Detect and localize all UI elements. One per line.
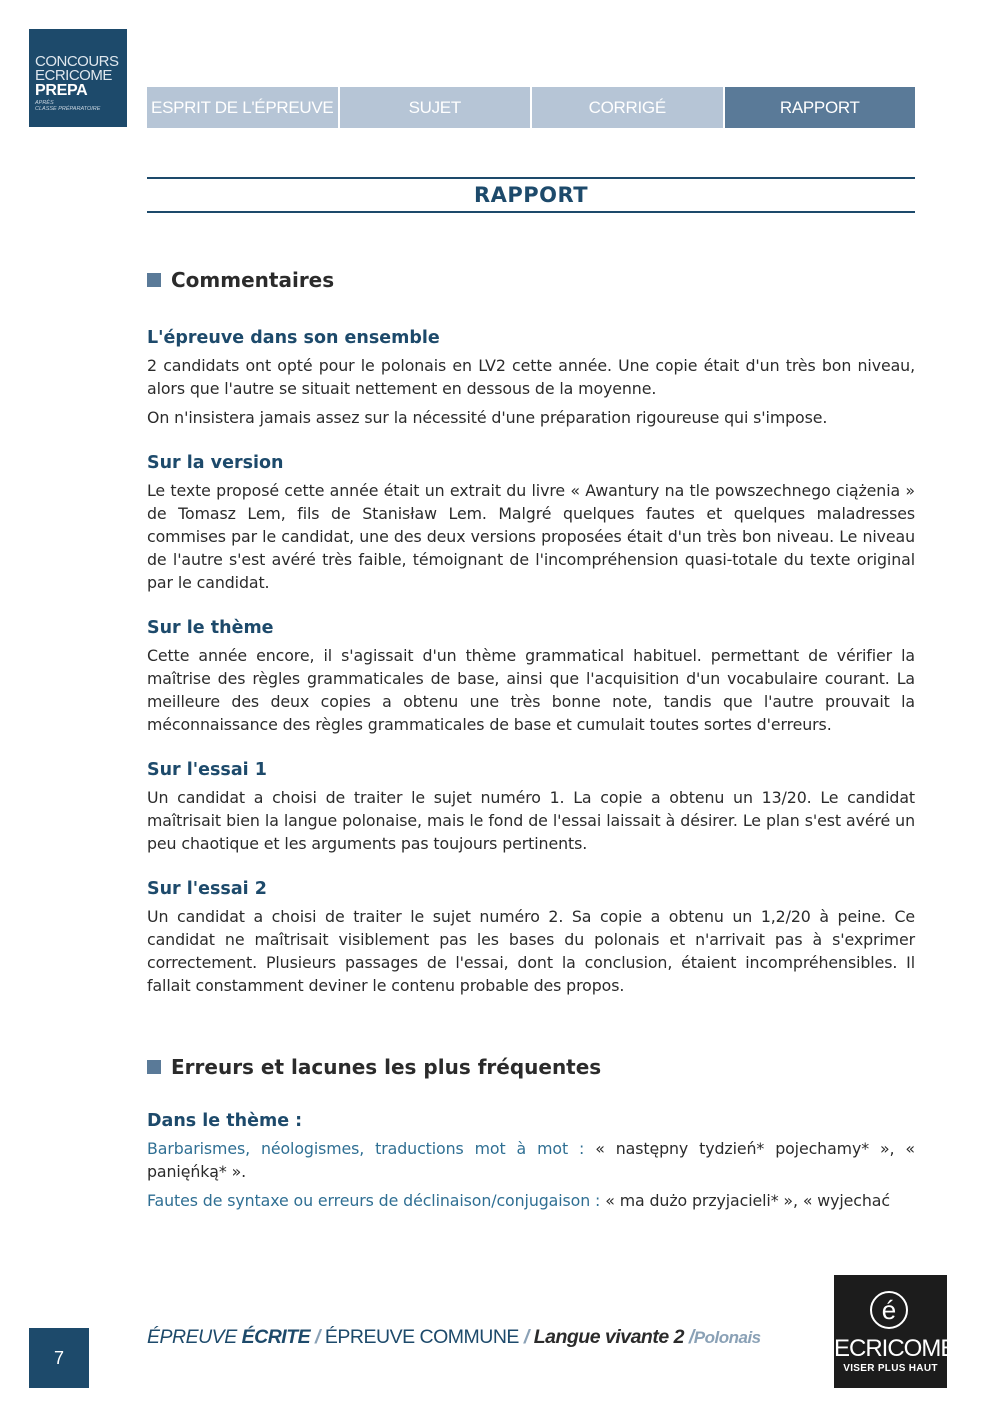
report-content (147, 268, 915, 1218)
page-title: RAPPORT (473, 183, 589, 207)
subheading-version: Sur la version (147, 453, 284, 473)
paragraph-essai-2: Un candidat a choisi de traiter le sujet numéro 2. Sa copie a obtenu un 1,2/20 à peine. Ce candidat ne maîtrisait visiblement pas les bases du polonais et n'arrivait pas à s'exprimer correctement. Plusieurs passages de l'essai, dont la conclusion, étaient incompréhensibles. Il fallait constamment deviner le contenu probable des propos. (147, 907, 915, 995)
ecricome-logo-name: ECRICOME (834, 1335, 956, 1362)
paragraph-ensemble-2: On n'insistera jamais assez sur la nécessité d'une préparation rigoureuse qui s'impose. (147, 408, 828, 427)
footer-langue: Langue vivante 2 (533, 1326, 684, 1348)
tab-corrige[interactable]: CORRIGÉ (532, 87, 723, 128)
subheading-essai-1: Sur l'essai 1 (147, 760, 267, 780)
paragraph-version: Le texte proposé cette année était un extrait du livre « Awantury na tle powszechnego ciążenia » de Tomasz Lem, fils de Stanisław Lem. Malgré quelques fautes et quelques maladresses commises par le candidat, une des deux versions proposées était d'un très bon niveau. Le niveau de l'autre s'est avéré très faible, témoignant de l'incompréhension quasi-totale du texte original par le candidat. (147, 481, 915, 592)
footer-breadcrumb (147, 1326, 761, 1349)
footer-commune: COMMUNE (419, 1326, 519, 1348)
tab-sujet[interactable]: SUJET (340, 87, 531, 128)
concours-ecricome-logo (29, 29, 127, 127)
ecricome-e-icon: é (870, 1291, 908, 1329)
logo-line-ecricome: ECRICOME (35, 67, 112, 84)
error-category-label: Barbarismes, néologismes, traductions mot à mot : (147, 1139, 585, 1158)
error-category-label: Fautes de syntaxe ou erreurs de déclinaison/conjugaison : (147, 1191, 601, 1210)
paragraph-erreurs-1 (147, 1137, 915, 1183)
tab-esprit[interactable]: ESPRIT DE L'ÉPREUVE (147, 87, 338, 128)
logo-line-prepa: PREPA (35, 82, 88, 99)
subheading-dans-theme: Dans le thème : (147, 1111, 303, 1131)
section-heading-commentaires (147, 268, 915, 292)
ecricome-logo (834, 1275, 956, 1388)
subheading-essai-2: Sur l'essai 2 (147, 879, 267, 899)
paragraph-essai-1: Un candidat a choisi de traiter le sujet numéro 1. La copie a obtenu un 13/20. Le candidat maîtrisait bien la langue polonaise, mais le fond de l'essai laissait à désirer. Le plan s'est avéré un peu chaotique et les arguments pas toujours pertinents. (147, 788, 915, 853)
subheading-theme: Sur le thème (147, 618, 274, 638)
logo-line-concours: CONCOURS (35, 53, 119, 70)
paragraph-theme: Cette année encore, il s'agissait d'un thème grammatical habituel. permettant de vérifier la maîtrise des règles grammaticales de base, ainsi que l'acquisition d'un vocabulaire courant. La meilleure des deux copies a obtenu une très bonne note, tandis que l'autre prouvait la méconnaissance des règles grammaticales de base et cumulait toutes sortes d'erreurs. (147, 646, 915, 734)
footer-epreuve-2: ÉPREUVE (324, 1326, 420, 1348)
error-examples: « ma dużo przyjacieli* », « wyjechać (600, 1191, 890, 1210)
footer-ecrite: ÉCRITE (241, 1326, 311, 1348)
tab-rapport[interactable]: RAPPORT (725, 87, 916, 128)
logo-line-classe: CLASSE PRÉPARATOIRE (35, 106, 101, 112)
footer-polonais: Polonais (693, 1328, 761, 1347)
section-tabs (147, 87, 915, 128)
section-heading-text: Erreurs et lacunes les plus fréquentes (171, 1055, 602, 1079)
paragraph-erreurs-2 (147, 1189, 915, 1212)
paragraph-ensemble-1: 2 candidats ont opté pour le polonais en LV2 cette année. Une copie était d'un très bon niveau, alors que l'autre se situait nettement en dessous de la moyenne. (147, 356, 915, 398)
footer-separator: / (310, 1326, 325, 1348)
footer-separator: / (683, 1326, 694, 1348)
square-bullet-icon (147, 273, 161, 287)
page-number: 7 (29, 1328, 89, 1388)
ecricome-logo-tagline: VISER PLUS HAUT (843, 1363, 938, 1374)
section-heading-erreurs (147, 1055, 915, 1079)
footer-epreuve: ÉPREUVE (147, 1326, 242, 1348)
subheading-ensemble: L'épreuve dans son ensemble (147, 328, 440, 348)
page-title-box (147, 177, 915, 213)
section-heading-text: Commentaires (171, 268, 335, 292)
logo-line-apres: APRÈS (35, 100, 54, 106)
square-bullet-icon (147, 1060, 161, 1074)
footer-separator: / (518, 1326, 534, 1348)
error-examples: « następny tydzień* pojechamy* », « panięńką* ». (147, 1139, 915, 1181)
